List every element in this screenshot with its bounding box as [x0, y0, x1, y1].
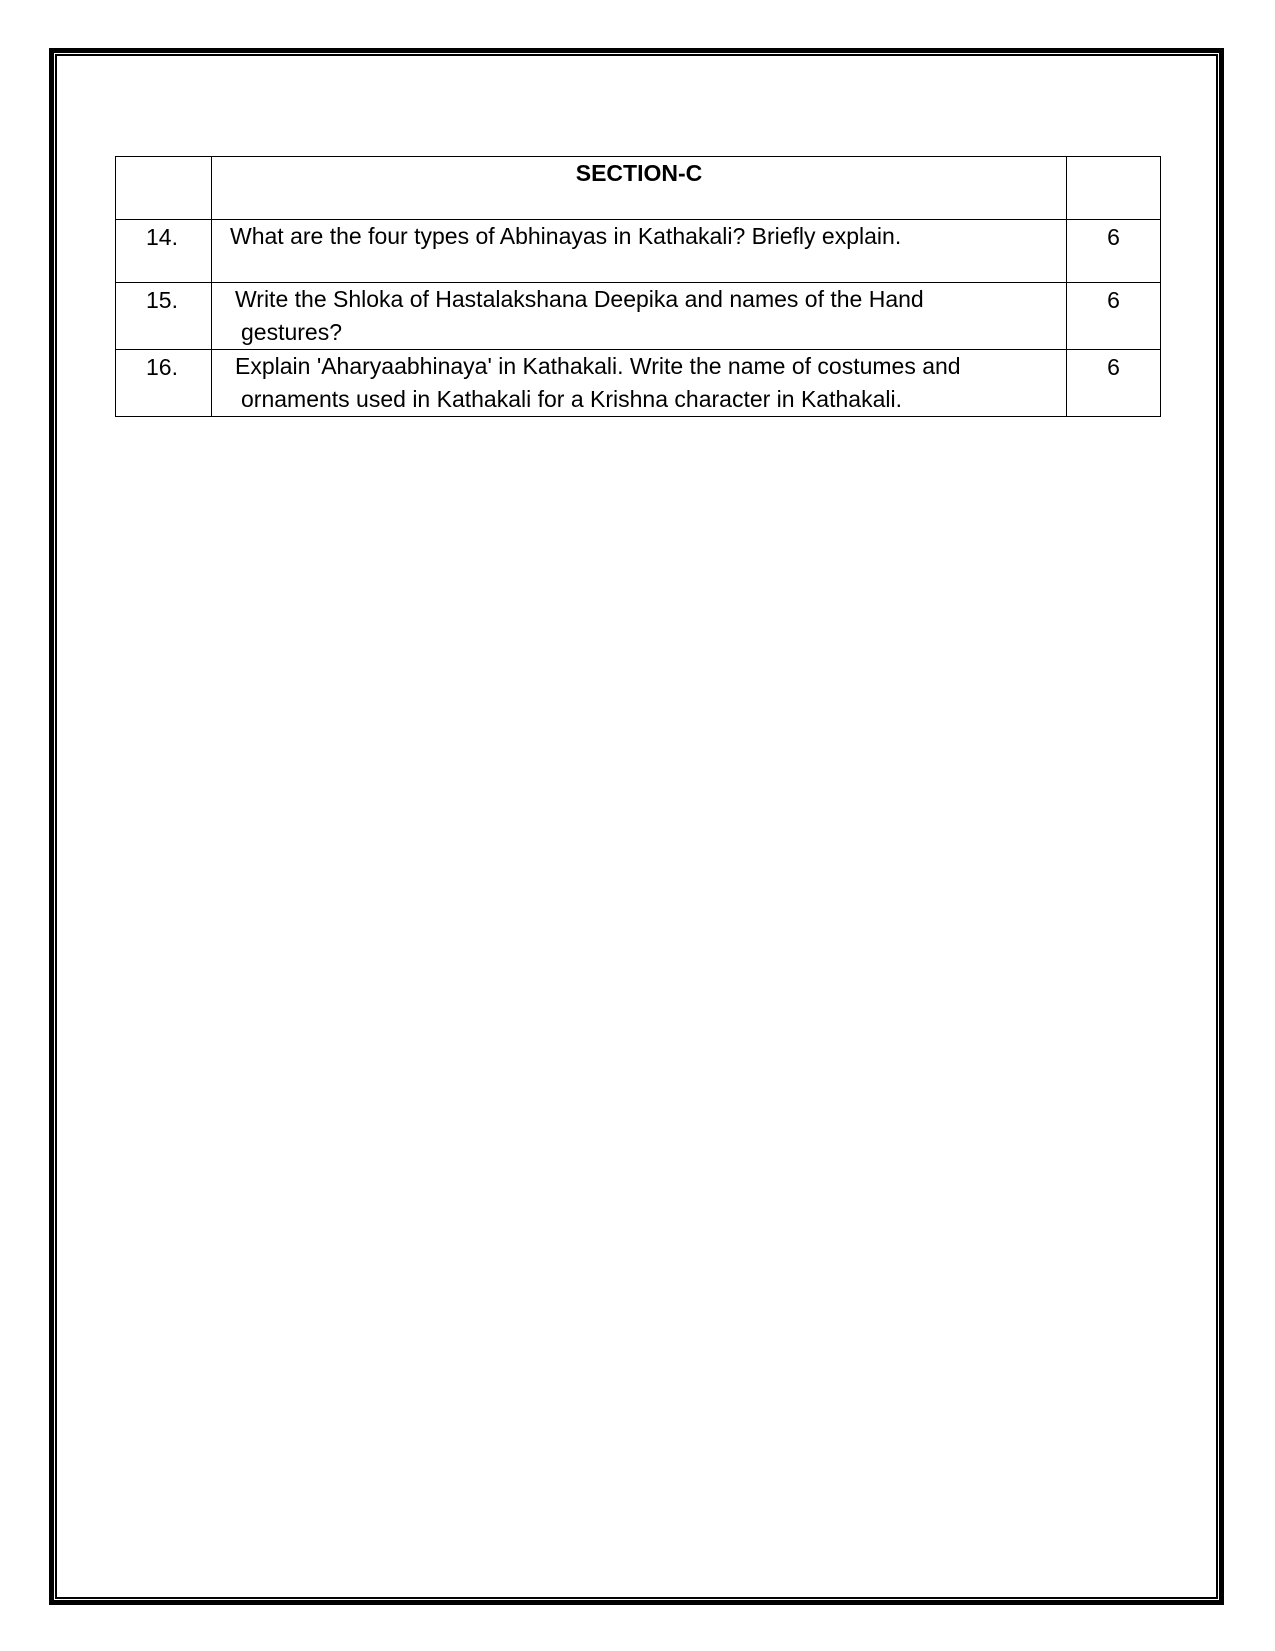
- question-text: [212, 283, 1067, 350]
- question-marks: 6: [1067, 283, 1161, 350]
- question-text-line: Write the Shloka of Hastalakshana Deepika and names of the Hand: [235, 286, 924, 312]
- question-marks: 6: [1067, 220, 1161, 283]
- question-text-line: Explain 'Aharyaabhinaya' in Kathakali. Write the name of costumes and: [235, 353, 961, 379]
- question-text-continuation: gestures?: [241, 319, 343, 345]
- question-number: 16.: [116, 350, 212, 417]
- question-number: 14.: [116, 220, 212, 283]
- question-row: [116, 350, 1161, 417]
- section-marks-cell: [1067, 157, 1161, 220]
- question-marks: 6: [1067, 350, 1161, 417]
- question-text: [212, 350, 1067, 417]
- question-row: [116, 283, 1161, 350]
- section-heading: SECTION-C: [212, 157, 1067, 220]
- question-number: 15.: [116, 283, 212, 350]
- section-number-cell: [116, 157, 212, 220]
- question-table: [115, 156, 1161, 417]
- section-header-row: [116, 157, 1161, 220]
- question-row: [116, 220, 1161, 283]
- question-text-continuation: ornaments used in Kathakali for a Krishna character in Kathakali.: [241, 386, 902, 412]
- question-text: What are the four types of Abhinayas in Kathakali? Briefly explain.: [212, 220, 1067, 283]
